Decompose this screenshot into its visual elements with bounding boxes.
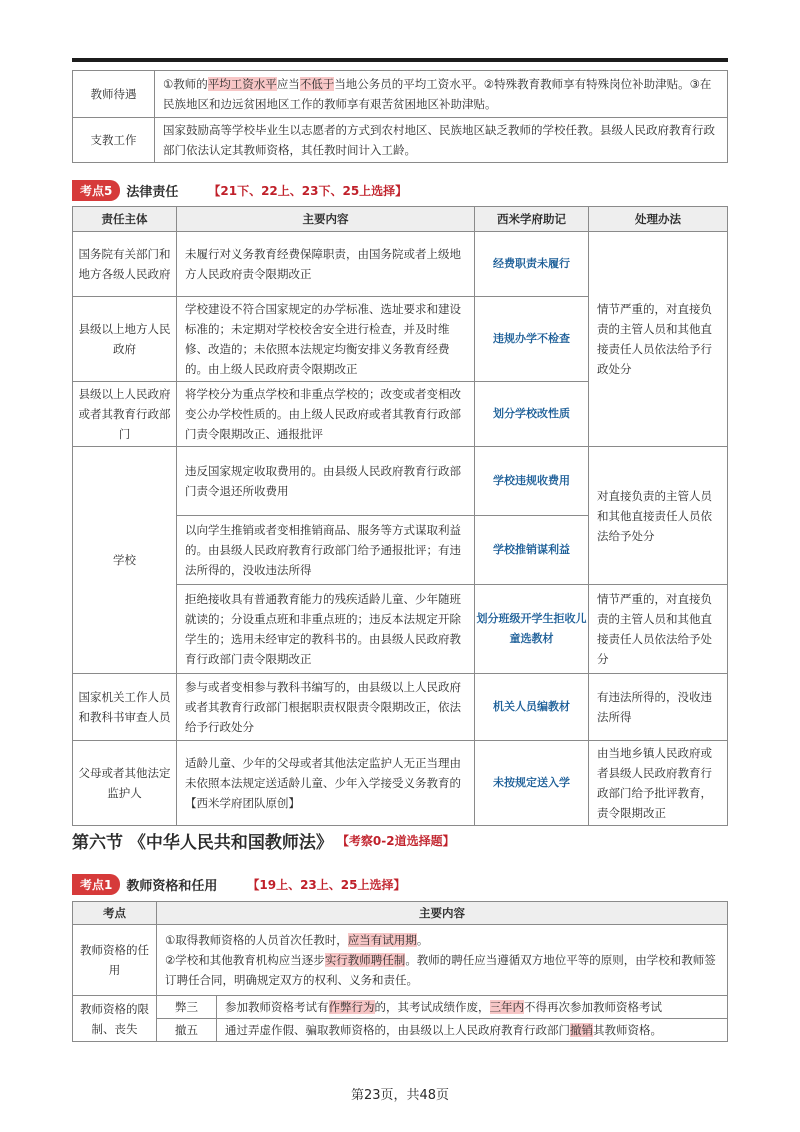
text-run: 的，其考试成绩作废， <box>374 1000 490 1014</box>
appoint-line-1 <box>165 930 719 950</box>
kd5-tag: 【21下、22上、23下、25上选择】 <box>208 184 408 198</box>
section6-tag: 【考察0-2道选择题】 <box>336 834 455 848</box>
liability-table <box>72 206 728 826</box>
subject-cell: 县级以上人民政府或者其教育行政部门 <box>73 382 177 447</box>
text-run: ①教师的 <box>163 77 208 91</box>
content-cell: 未履行对义务教育经费保障职责，由国务院或者上级地方人民政府责令限期改正 <box>177 232 475 297</box>
kd5-badge: 考点5 <box>72 180 120 201</box>
text-run: 不得再次参加教师资格考试 <box>524 1000 662 1014</box>
text-run: 参加教师资格考试有 <box>225 1000 329 1014</box>
mnemonic-cell: 机关人员编教材 <box>475 674 589 741</box>
text-run: 国家鼓励高等学校毕业生以志愿者的方式到农村地区、民族地区缺乏教师的学校任教。县级人民政府教育行政部门依法认定其教师资格，其任教时间计入工龄。 <box>163 123 715 157</box>
appoint-line-2 <box>165 950 719 990</box>
text-run: 。教师的聘任应当遵循双方地位平等的原则，由学校和教师签订聘任合同，明确规定双方的权利、义务和责任。 <box>165 953 716 987</box>
mnemonic-cell: 违规办学不检查 <box>475 297 589 382</box>
section6-heading <box>72 828 455 853</box>
text-run: 其教师资格。 <box>593 1023 662 1037</box>
table-row <box>73 674 728 741</box>
section6-title: 第六节 《中华人民共和国教师法》 <box>72 833 333 853</box>
table-row <box>73 232 728 297</box>
subject-cell: 学校 <box>73 447 177 674</box>
section-heading-kd5 <box>72 180 407 201</box>
appoint-label: 教师资格的任用 <box>73 925 157 996</box>
kd1-title: 教师资格和任用 <box>126 879 218 894</box>
highlighted-text: 应当有试用期 <box>347 933 417 947</box>
highlighted-text: 不低于 <box>299 77 335 91</box>
table-header-row <box>73 207 728 232</box>
treatment-table <box>72 70 728 163</box>
table-header-row <box>73 902 728 925</box>
handling-cell: 对直接负责的主管人员和其他直接责任人员依法给予处分 <box>589 447 728 585</box>
subject-cell: 国务院有关部门和地方各级人民政府 <box>73 232 177 297</box>
content-cell: 以向学生推销或者变相推销商品、服务等方式谋取利益的。由县级人民政府教育行政部门给予通报批评；有违法所得的，没收违法所得 <box>177 516 475 585</box>
text-run: ②学校和其他教育机构应当逐步 <box>165 953 325 967</box>
handling-cell: 情节严重的，对直接负责的主管人员和其他直接责任人员依法给予行政处分 <box>589 232 728 447</box>
limit-content <box>217 996 728 1019</box>
section-heading-kd1 <box>72 874 405 895</box>
mnemonic-cell: 学校推销谋利益 <box>475 516 589 585</box>
mnemonic-cell: 划分学校改性质 <box>475 382 589 447</box>
header-subject: 责任主体 <box>73 207 177 232</box>
table-row <box>73 741 728 826</box>
row-content <box>155 71 728 118</box>
content-cell: 适龄儿童、少年的父母或者其他法定监护人无正当理由未依照本法规定送适龄儿童、少年入学接受义务教育的【西米学府团队原创】 <box>177 741 475 826</box>
highlighted-text: 三年内 <box>489 1000 524 1014</box>
kd1-badge: 考点1 <box>72 874 120 895</box>
table-row <box>73 996 728 1019</box>
table-row <box>73 1019 728 1042</box>
kd5-title: 法律责任 <box>126 185 179 200</box>
highlighted-text: 作弊行为 <box>328 1000 375 1014</box>
mnemonic-cell: 学校违规收费用 <box>475 447 589 516</box>
row-content <box>155 118 728 163</box>
page-footer: 第23页，共48页 <box>350 1088 450 1103</box>
content-cell: 拒绝接收具有普通教育能力的残疾适龄儿童、少年随班就读的；分设重点班和非重点班的；违反本法规定开除学生的；选用未经审定的教科书的。由县级人民政府教育行政部门责令限期改正 <box>177 585 475 674</box>
handling-cell: 情节严重的，对直接负责的主管人员和其他直接责任人员依法给予处分 <box>589 585 728 674</box>
highlighted-text: 平均工资水平 <box>207 77 277 91</box>
row-label: 教师待遇 <box>73 71 155 118</box>
table-row <box>73 447 728 516</box>
header-point: 考点 <box>73 902 157 925</box>
text-run: 应当 <box>276 77 300 91</box>
mnemonic-cell: 经费职责未履行 <box>475 232 589 297</box>
limit-key: 撤五 <box>157 1019 217 1042</box>
header-handling: 处理办法 <box>589 207 728 232</box>
header-mnemonic: 西米学府助记 <box>475 207 589 232</box>
limit-label: 教师资格的限制、丧失 <box>73 996 157 1042</box>
limit-content <box>217 1019 728 1042</box>
content-cell: 学校建设不符合国家规定的办学标准、选址要求和建设标准的；未定期对学校校舍安全进行检查，并及时维修、改造的；未依照本法规定均衡安排义务教育经费的。由上级人民政府责令限期改正 <box>177 297 475 382</box>
limit-key: 弊三 <box>157 996 217 1019</box>
handling-cell: 有违法所得的，没收违法所得 <box>589 674 728 741</box>
row-label: 支教工作 <box>73 118 155 163</box>
mnemonic-cell: 划分班级开学生拒收儿童选教材 <box>475 585 589 674</box>
table-row <box>73 118 728 163</box>
text-run: 当地公务员的平均工资水平。②特殊教育教师享有特殊岗位补助津贴。③在民族地区和边远贫困地区工作的教师享有艰苦贫困地区补助津贴。 <box>163 77 712 111</box>
content-cell: 违反国家规定收取费用的。由县级人民政府教育行政部门责令退还所收费用 <box>177 447 475 516</box>
header-content: 主要内容 <box>177 207 475 232</box>
mnemonic-cell: 未按规定送入学 <box>475 741 589 826</box>
highlighted-text: 实行教师聘任制 <box>324 953 406 967</box>
highlighted-text: 撤销 <box>570 1023 593 1037</box>
teacher-qualification-table <box>72 901 728 1042</box>
subject-cell: 县级以上地方人民政府 <box>73 297 177 382</box>
subject-cell: 父母或者其他法定监护人 <box>73 741 177 826</box>
header-main: 主要内容 <box>157 902 728 925</box>
handling-cell: 由当地乡镇人民政府或者县级人民政府教育行政部门给予批评教育，责令限期改正 <box>589 741 728 826</box>
text-run: ①取得教师资格的人员首次任教时， <box>165 933 348 947</box>
subject-cell: 国家机关工作人员和教科书审查人员 <box>73 674 177 741</box>
appoint-content <box>157 925 728 996</box>
top-rule <box>72 58 728 62</box>
content-cell: 参与或者变相参与教科书编写的，由县级以上人民政府或者其教育行政部门根据职责权限责令限期改正，依法给予行政处分 <box>177 674 475 741</box>
text-run: 。 <box>416 933 429 947</box>
table-row <box>73 71 728 118</box>
text-run: 通过弄虚作假、骗取教师资格的，由县级以上人民政府教育行政部门 <box>225 1023 570 1037</box>
table-row <box>73 925 728 996</box>
kd1-tag: 【19上、23上、25上选择】 <box>247 878 406 892</box>
content-cell: 将学校分为重点学校和非重点学校的；改变或者变相改变公办学校性质的。由上级人民政府或者其教育行政部门责令限期改正、通报批评 <box>177 382 475 447</box>
